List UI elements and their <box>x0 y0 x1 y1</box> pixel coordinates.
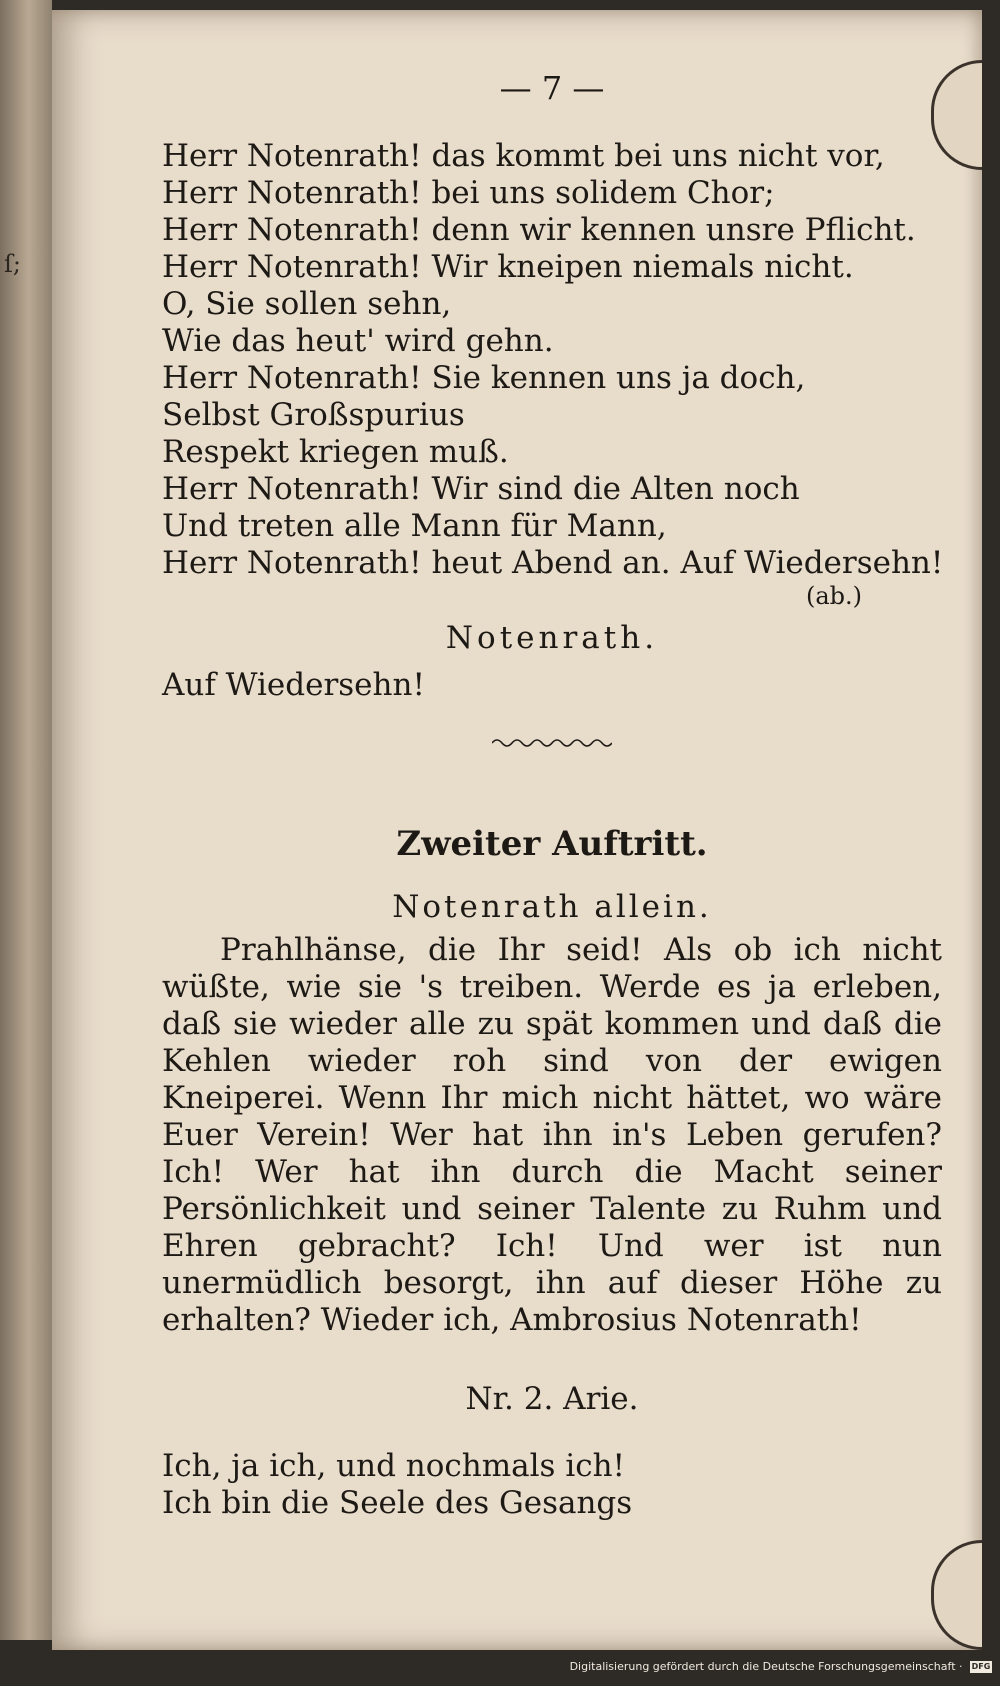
scene-subheading: Notenrath allein. <box>392 889 712 925</box>
verse-line: Respekt kriegen muß. <box>162 434 509 470</box>
verse-line: Herr Notenrath! Wir kneipen niemals nicht. <box>162 249 854 285</box>
speaker-reply: Auf Wiedersehn! <box>162 667 425 703</box>
book-clasp-bottom <box>931 1540 982 1650</box>
verse-line: Herr Notenrath! heut Abend an. Auf Wiedersehn! <box>162 545 944 581</box>
page-text <box>162 70 942 1522</box>
monologue-paragraph: Prahlhänse, die Ihr seid! Als ob ich nicht wüßte, wie sie 's treiben. Werde es ja erleben, daß sie wieder alle zu spät kommen und daß die Kehlen wieder roh sind von der ewigen Kneiperei. Wenn Ihr mich nicht hättet, wo wäre Euer Verein! Wer hat ihn in's Leben gerufen? Ich! Wer hat ihn durch die Macht seiner Persönlichkeit und seiner Talente zu Ruhm und Ehren gebracht? Ich! Und wer ist nun unermüdlich besorgt, ihn auf dieser Höhe zu erhalten? Wieder ich, Ambrosius Notenrath! <box>162 932 942 1338</box>
verse-line: O, Sie sollen sehn, <box>162 286 452 322</box>
facing-page-fragment: ſ; <box>4 250 21 278</box>
verse-line: Herr Notenrath! Sie kennen uns ja doch, <box>162 360 806 396</box>
verse-line: Herr Notenrath! bei uns solidem Chor; <box>162 175 775 211</box>
aria-title: Nr. 2. Arie. <box>465 1381 639 1417</box>
digitization-credit <box>570 1660 992 1680</box>
verse-line: Und treten alle Mann für Mann, <box>162 508 667 544</box>
speaker-name: Notenrath. <box>445 620 659 656</box>
scene-heading: Zweiter Auftritt. <box>396 824 708 864</box>
verse-line: Wie das heut' wird gehn. <box>162 323 554 359</box>
stage-direction: (ab.) <box>805 582 862 610</box>
verse-line: Herr Notenrath! Wir sind die Alten noch <box>162 471 800 507</box>
chorus-verse <box>162 138 942 582</box>
verse-line: Selbst Großspurius <box>162 397 465 433</box>
verse-line: Herr Notenrath! denn wir kennen unsre Pflicht. <box>162 212 916 248</box>
facing-page-edge <box>0 0 52 1640</box>
section-divider-ornament <box>162 710 942 772</box>
page-number: — 7 — <box>499 69 605 107</box>
credit-text: Digitalisierung gefördert durch die Deutsche Forschungsgemeinschaft · <box>569 1660 963 1673</box>
dfg-logo: DFG <box>971 1662 991 1671</box>
aria-line: Ich, ja ich, und nochmals ich! <box>162 1448 626 1484</box>
verse-line: Herr Notenrath! das kommt bei uns nicht vor, <box>162 138 885 174</box>
aria-line: Ich bin die Seele des Gesangs <box>162 1485 633 1521</box>
book-page <box>52 10 982 1650</box>
